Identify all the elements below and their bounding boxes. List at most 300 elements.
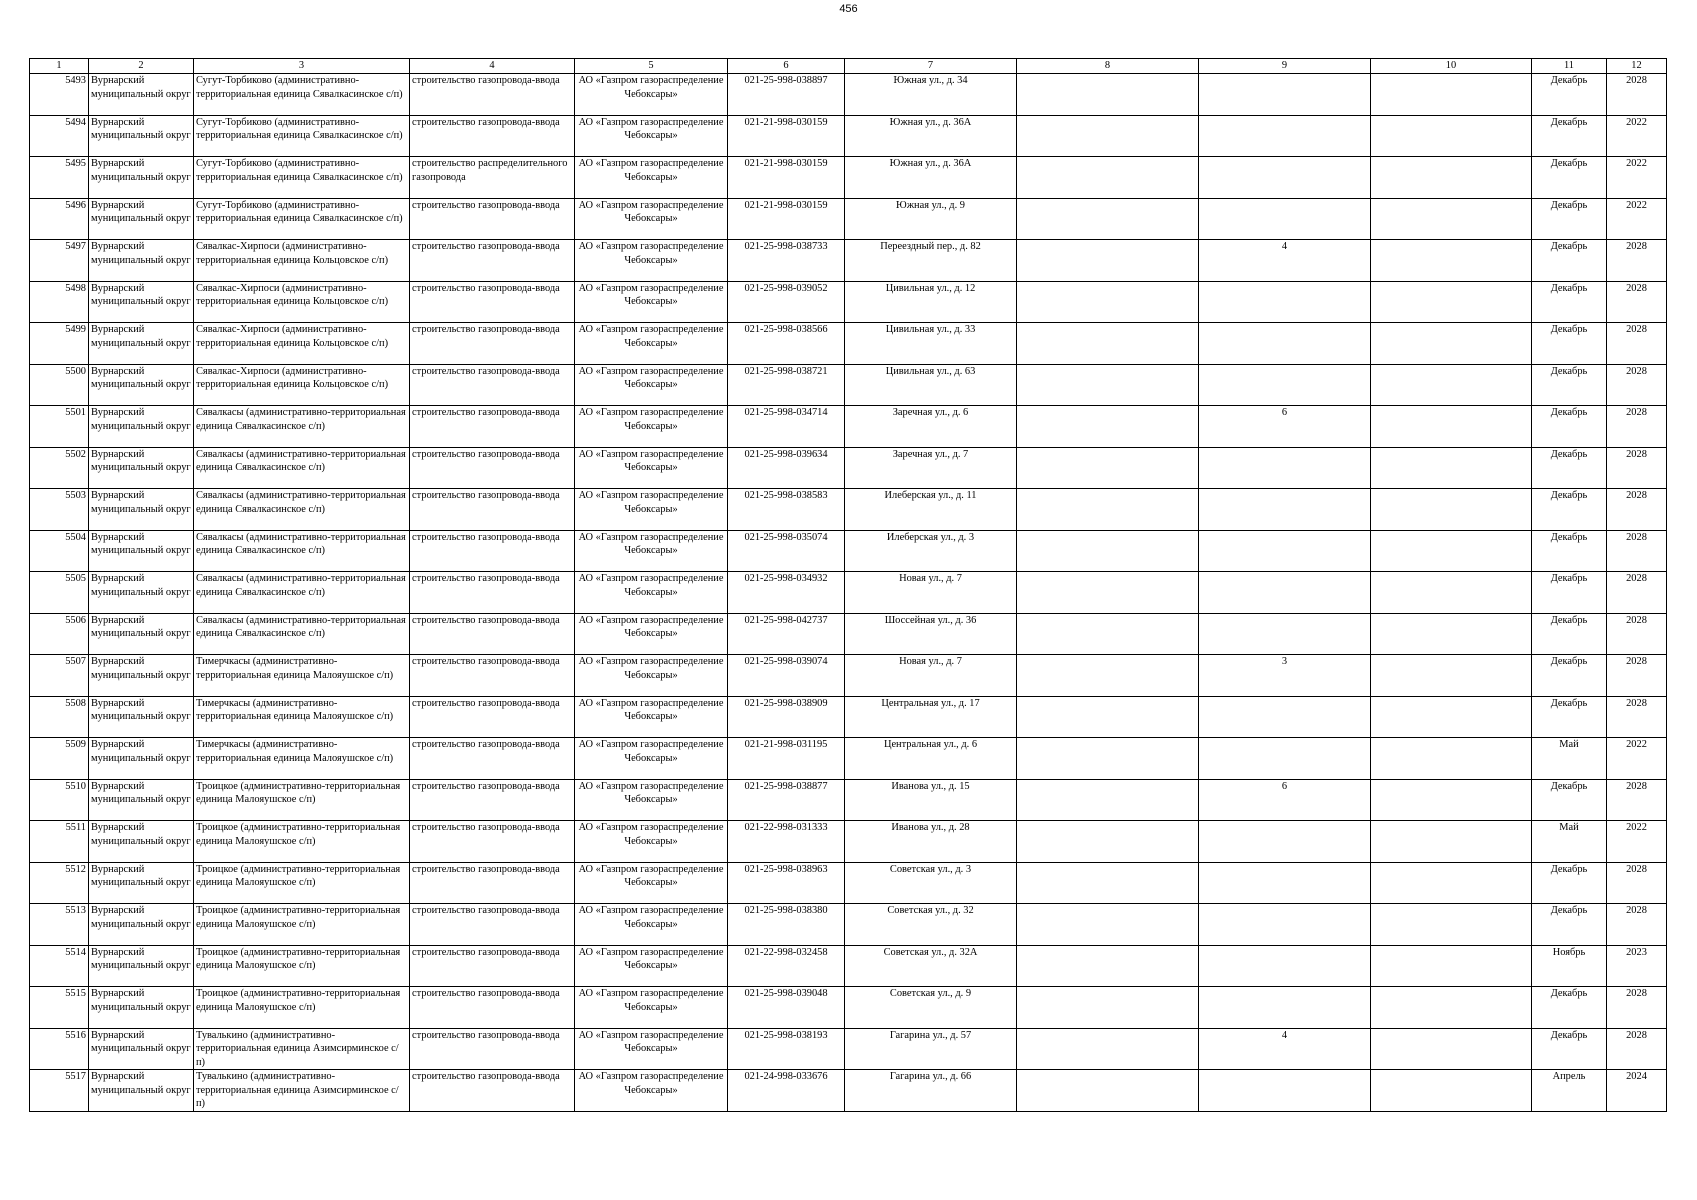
column-8-cell <box>1017 738 1199 780</box>
column-10-cell <box>1371 530 1532 572</box>
month-cell: Апрель <box>1532 1070 1607 1112</box>
year-cell: 2023 <box>1607 945 1667 987</box>
registry-code-cell: 021-21-998-030159 <box>728 115 845 157</box>
year-cell: 2028 <box>1607 530 1667 572</box>
column-10-cell <box>1371 738 1532 780</box>
row-number: 5508 <box>30 696 89 738</box>
district-cell: Вурнарский муниципальный округ <box>89 613 194 655</box>
locality-cell: Сугут-Торбиково (административно-территориальная единица Сявалкасинское с/п) <box>194 157 410 199</box>
column-9-cell <box>1199 904 1371 946</box>
row-number: 5516 <box>30 1028 89 1070</box>
row-number: 5509 <box>30 738 89 780</box>
organization-cell: АО «Газпром газораспределение Чебоксары» <box>575 904 728 946</box>
table-row <box>30 198 1667 240</box>
organization-cell: АО «Газпром газораспределение Чебоксары» <box>575 738 728 780</box>
table-row <box>30 323 1667 365</box>
column-8-cell <box>1017 1070 1199 1112</box>
row-number: 5501 <box>30 406 89 448</box>
column-9-cell <box>1199 696 1371 738</box>
locality-cell: Троицкое (административно-территориальная единица Малояушское с/п) <box>194 821 410 863</box>
column-8-cell <box>1017 696 1199 738</box>
year-cell: 2028 <box>1607 323 1667 365</box>
column-header: 3 <box>194 59 410 74</box>
organization-cell: АО «Газпром газораспределение Чебоксары» <box>575 1028 728 1070</box>
column-9-cell <box>1199 530 1371 572</box>
month-cell: Декабрь <box>1532 1028 1607 1070</box>
table-row <box>30 240 1667 282</box>
locality-cell: Сугут-Торбиково (административно-территориальная единица Сявалкасинское с/п) <box>194 198 410 240</box>
district-cell: Вурнарский муниципальный округ <box>89 489 194 531</box>
column-10-cell <box>1371 447 1532 489</box>
year-cell: 2028 <box>1607 406 1667 448</box>
column-10-cell <box>1371 613 1532 655</box>
address-cell: Шоссейная ул., д. 36 <box>845 613 1017 655</box>
month-cell: Декабрь <box>1532 862 1607 904</box>
district-cell: Вурнарский муниципальный округ <box>89 779 194 821</box>
address-cell: Гагарина ул., д. 57 <box>845 1028 1017 1070</box>
organization-cell: АО «Газпром газораспределение Чебоксары» <box>575 655 728 697</box>
year-cell: 2022 <box>1607 157 1667 199</box>
organization-cell: АО «Газпром газораспределение Чебоксары» <box>575 364 728 406</box>
month-cell: Декабрь <box>1532 655 1607 697</box>
locality-cell: Сявалкас-Хирпоси (административно-территориальная единица Кольцовское с/п) <box>194 240 410 282</box>
registry-code-cell: 021-22-998-031333 <box>728 821 845 863</box>
row-number: 5507 <box>30 655 89 697</box>
registry-code-cell: 021-25-998-038721 <box>728 364 845 406</box>
column-header: 6 <box>728 59 845 74</box>
column-9-cell <box>1199 613 1371 655</box>
year-cell: 2028 <box>1607 240 1667 282</box>
column-8-cell <box>1017 655 1199 697</box>
locality-cell: Тувалькино (административно-территориальная единица Азимсирминское с/п) <box>194 1028 410 1070</box>
work-type-cell: строительство газопровода-ввода <box>410 613 575 655</box>
column-10-cell <box>1371 157 1532 199</box>
column-8-cell <box>1017 987 1199 1029</box>
registry-code-cell: 021-25-998-038909 <box>728 696 845 738</box>
organization-cell: АО «Газпром газораспределение Чебоксары» <box>575 323 728 365</box>
row-number: 5510 <box>30 779 89 821</box>
year-cell: 2022 <box>1607 738 1667 780</box>
work-type-cell: строительство газопровода-ввода <box>410 115 575 157</box>
address-cell: Цивильная ул., д. 63 <box>845 364 1017 406</box>
address-cell: Илеберская ул., д. 3 <box>845 530 1017 572</box>
organization-cell: АО «Газпром газораспределение Чебоксары» <box>575 74 728 116</box>
district-cell: Вурнарский муниципальный округ <box>89 157 194 199</box>
month-cell: Декабрь <box>1532 240 1607 282</box>
column-8-cell <box>1017 406 1199 448</box>
table-row <box>30 530 1667 572</box>
column-header: 11 <box>1532 59 1607 74</box>
table-row <box>30 821 1667 863</box>
work-type-cell: строительство распределительного газопровода <box>410 157 575 199</box>
month-cell: Декабрь <box>1532 904 1607 946</box>
month-cell: Декабрь <box>1532 572 1607 614</box>
column-8-cell <box>1017 489 1199 531</box>
row-number: 5493 <box>30 74 89 116</box>
organization-cell: АО «Газпром газораспределение Чебоксары» <box>575 447 728 489</box>
district-cell: Вурнарский муниципальный округ <box>89 406 194 448</box>
locality-cell: Сявалкас-Хирпоси (административно-территориальная единица Кольцовское с/п) <box>194 281 410 323</box>
month-cell: Декабрь <box>1532 364 1607 406</box>
registry-code-cell: 021-25-998-038963 <box>728 862 845 904</box>
row-number: 5496 <box>30 198 89 240</box>
organization-cell: АО «Газпром газораспределение Чебоксары» <box>575 198 728 240</box>
table-row <box>30 364 1667 406</box>
row-number: 5494 <box>30 115 89 157</box>
month-cell: Декабрь <box>1532 530 1607 572</box>
work-type-cell: строительство газопровода-ввода <box>410 655 575 697</box>
month-cell: Декабрь <box>1532 198 1607 240</box>
locality-cell: Троицкое (административно-территориальная единица Малояушское с/п) <box>194 862 410 904</box>
year-cell: 2028 <box>1607 779 1667 821</box>
district-cell: Вурнарский муниципальный округ <box>89 696 194 738</box>
column-8-cell <box>1017 572 1199 614</box>
month-cell: Декабрь <box>1532 696 1607 738</box>
locality-cell: Сявалкас-Хирпоси (административно-территориальная единица Кольцовское с/п) <box>194 323 410 365</box>
locality-cell: Сявалкасы (административно-территориальная единица Сявалкасинское с/п) <box>194 613 410 655</box>
organization-cell: АО «Газпром газораспределение Чебоксары» <box>575 157 728 199</box>
district-cell: Вурнарский муниципальный округ <box>89 1028 194 1070</box>
column-8-cell <box>1017 115 1199 157</box>
registry-code-cell: 021-22-998-032458 <box>728 945 845 987</box>
column-8-cell <box>1017 821 1199 863</box>
work-type-cell: строительство газопровода-ввода <box>410 779 575 821</box>
address-cell: Заречная ул., д. 6 <box>845 406 1017 448</box>
organization-cell: АО «Газпром газораспределение Чебоксары» <box>575 821 728 863</box>
column-8-cell <box>1017 281 1199 323</box>
locality-cell: Троицкое (административно-территориальная единица Малояушское с/п) <box>194 904 410 946</box>
year-cell: 2028 <box>1607 655 1667 697</box>
year-cell: 2022 <box>1607 821 1667 863</box>
row-number: 5504 <box>30 530 89 572</box>
locality-cell: Троицкое (административно-территориальная единица Малояушское с/п) <box>194 779 410 821</box>
organization-cell: АО «Газпром газораспределение Чебоксары» <box>575 779 728 821</box>
locality-cell: Тувалькино (административно-территориальная единица Азимсирминское с/п) <box>194 1070 410 1112</box>
year-cell: 2028 <box>1607 572 1667 614</box>
registry-code-cell: 021-25-998-038877 <box>728 779 845 821</box>
registry-table <box>29 58 1667 1112</box>
address-cell: Южная ул., д. 34 <box>845 74 1017 116</box>
organization-cell: АО «Газпром газораспределение Чебоксары» <box>575 489 728 531</box>
column-8-cell <box>1017 904 1199 946</box>
locality-cell: Тимерчкасы (административно-территориальная единица Малояушское с/п) <box>194 738 410 780</box>
year-cell: 2028 <box>1607 613 1667 655</box>
address-cell: Иванова ул., д. 15 <box>845 779 1017 821</box>
work-type-cell: строительство газопровода-ввода <box>410 406 575 448</box>
work-type-cell: строительство газопровода-ввода <box>410 1070 575 1112</box>
table-row <box>30 74 1667 116</box>
table-row <box>30 613 1667 655</box>
work-type-cell: строительство газопровода-ввода <box>410 696 575 738</box>
column-10-cell <box>1371 364 1532 406</box>
column-8-cell <box>1017 364 1199 406</box>
work-type-cell: строительство газопровода-ввода <box>410 281 575 323</box>
column-10-cell <box>1371 572 1532 614</box>
district-cell: Вурнарский муниципальный округ <box>89 115 194 157</box>
locality-cell: Сявалкасы (административно-территориальная единица Сявалкасинское с/п) <box>194 447 410 489</box>
locality-cell: Сявалкас-Хирпоси (административно-территориальная единица Кольцовское с/п) <box>194 364 410 406</box>
column-header: 8 <box>1017 59 1199 74</box>
year-cell: 2028 <box>1607 489 1667 531</box>
year-cell: 2022 <box>1607 198 1667 240</box>
column-10-cell <box>1371 779 1532 821</box>
table-row <box>30 281 1667 323</box>
organization-cell: АО «Газпром газораспределение Чебоксары» <box>575 862 728 904</box>
table-row <box>30 738 1667 780</box>
month-cell: Май <box>1532 738 1607 780</box>
organization-cell: АО «Газпром газораспределение Чебоксары» <box>575 613 728 655</box>
locality-cell: Тимерчкасы (административно-территориальная единица Малояушское с/п) <box>194 696 410 738</box>
row-number: 5505 <box>30 572 89 614</box>
row-number: 5500 <box>30 364 89 406</box>
address-cell: Южная ул., д. 9 <box>845 198 1017 240</box>
address-cell: Советская ул., д. 32 <box>845 904 1017 946</box>
registry-code-cell: 021-25-998-038193 <box>728 1028 845 1070</box>
registry-code-cell: 021-25-998-038897 <box>728 74 845 116</box>
district-cell: Вурнарский муниципальный округ <box>89 904 194 946</box>
column-9-cell <box>1199 821 1371 863</box>
organization-cell: АО «Газпром газораспределение Чебоксары» <box>575 115 728 157</box>
column-8-cell <box>1017 862 1199 904</box>
column-header: 5 <box>575 59 728 74</box>
district-cell: Вурнарский муниципальный округ <box>89 240 194 282</box>
column-9-cell <box>1199 281 1371 323</box>
column-9-cell <box>1199 862 1371 904</box>
column-9-cell: 6 <box>1199 406 1371 448</box>
address-cell: Новая ул., д. 7 <box>845 572 1017 614</box>
column-8-cell <box>1017 447 1199 489</box>
locality-cell: Сугут-Торбиково (административно-территориальная единица Сявалкасинское с/п) <box>194 115 410 157</box>
address-cell: Советская ул., д. 9 <box>845 987 1017 1029</box>
address-cell: Цивильная ул., д. 12 <box>845 281 1017 323</box>
column-10-cell <box>1371 821 1532 863</box>
address-cell: Центральная ул., д. 6 <box>845 738 1017 780</box>
year-cell: 2024 <box>1607 1070 1667 1112</box>
district-cell: Вурнарский муниципальный округ <box>89 945 194 987</box>
month-cell: Декабрь <box>1532 281 1607 323</box>
column-9-cell: 3 <box>1199 655 1371 697</box>
work-type-cell: строительство газопровода-ввода <box>410 1028 575 1070</box>
table-row <box>30 489 1667 531</box>
work-type-cell: строительство газопровода-ввода <box>410 904 575 946</box>
address-cell: Гагарина ул., д. 66 <box>845 1070 1017 1112</box>
column-8-cell <box>1017 530 1199 572</box>
address-cell: Новая ул., д. 7 <box>845 655 1017 697</box>
column-9-cell <box>1199 115 1371 157</box>
work-type-cell: строительство газопровода-ввода <box>410 862 575 904</box>
registry-code-cell: 021-25-998-042737 <box>728 613 845 655</box>
row-number: 5514 <box>30 945 89 987</box>
work-type-cell: строительство газопровода-ввода <box>410 240 575 282</box>
column-9-cell <box>1199 738 1371 780</box>
address-cell: Южная ул., д. 36А <box>845 115 1017 157</box>
address-cell: Советская ул., д. 32А <box>845 945 1017 987</box>
column-header: 2 <box>89 59 194 74</box>
row-number: 5497 <box>30 240 89 282</box>
column-9-cell <box>1199 489 1371 531</box>
work-type-cell: строительство газопровода-ввода <box>410 74 575 116</box>
table-row <box>30 572 1667 614</box>
month-cell: Декабрь <box>1532 323 1607 365</box>
organization-cell: АО «Газпром газораспределение Чебоксары» <box>575 406 728 448</box>
row-number: 5515 <box>30 987 89 1029</box>
column-10-cell <box>1371 696 1532 738</box>
table-body <box>30 74 1667 1112</box>
locality-cell: Сявалкасы (административно-территориальная единица Сявалкасинское с/п) <box>194 489 410 531</box>
registry-code-cell: 021-25-998-034932 <box>728 572 845 614</box>
row-number: 5498 <box>30 281 89 323</box>
month-cell: Декабрь <box>1532 406 1607 448</box>
row-number: 5503 <box>30 489 89 531</box>
month-cell: Декабрь <box>1532 157 1607 199</box>
column-10-cell <box>1371 1070 1532 1112</box>
district-cell: Вурнарский муниципальный округ <box>89 821 194 863</box>
column-9-cell: 6 <box>1199 779 1371 821</box>
month-cell: Ноябрь <box>1532 945 1607 987</box>
registry-code-cell: 021-25-998-039634 <box>728 447 845 489</box>
table-row <box>30 655 1667 697</box>
column-9-cell <box>1199 198 1371 240</box>
district-cell: Вурнарский муниципальный округ <box>89 530 194 572</box>
year-cell: 2028 <box>1607 696 1667 738</box>
district-cell: Вурнарский муниципальный округ <box>89 738 194 780</box>
locality-cell: Сугут-Торбиково (административно-территориальная единица Сявалкасинское с/п) <box>194 74 410 116</box>
column-header: 10 <box>1371 59 1532 74</box>
month-cell: Май <box>1532 821 1607 863</box>
column-9-cell <box>1199 364 1371 406</box>
column-header: 12 <box>1607 59 1667 74</box>
month-cell: Декабрь <box>1532 613 1607 655</box>
column-10-cell <box>1371 115 1532 157</box>
address-cell: Цивильная ул., д. 33 <box>845 323 1017 365</box>
work-type-cell: строительство газопровода-ввода <box>410 987 575 1029</box>
column-9-cell <box>1199 945 1371 987</box>
column-10-cell <box>1371 281 1532 323</box>
year-cell: 2028 <box>1607 281 1667 323</box>
column-8-cell <box>1017 945 1199 987</box>
address-cell: Иванова ул., д. 28 <box>845 821 1017 863</box>
table-row <box>30 904 1667 946</box>
work-type-cell: строительство газопровода-ввода <box>410 489 575 531</box>
column-10-cell <box>1371 198 1532 240</box>
column-10-cell <box>1371 323 1532 365</box>
month-cell: Декабрь <box>1532 779 1607 821</box>
column-10-cell <box>1371 987 1532 1029</box>
year-cell: 2022 <box>1607 115 1667 157</box>
year-cell: 2028 <box>1607 862 1667 904</box>
work-type-cell: строительство газопровода-ввода <box>410 821 575 863</box>
column-9-cell <box>1199 1070 1371 1112</box>
column-8-cell <box>1017 779 1199 821</box>
row-number: 5502 <box>30 447 89 489</box>
table-row <box>30 1070 1667 1112</box>
district-cell: Вурнарский муниципальный округ <box>89 198 194 240</box>
table-row <box>30 157 1667 199</box>
registry-code-cell: 021-21-998-031195 <box>728 738 845 780</box>
column-10-cell <box>1371 1028 1532 1070</box>
work-type-cell: строительство газопровода-ввода <box>410 572 575 614</box>
row-number: 5517 <box>30 1070 89 1112</box>
work-type-cell: строительство газопровода-ввода <box>410 323 575 365</box>
organization-cell: АО «Газпром газораспределение Чебоксары» <box>575 240 728 282</box>
row-number: 5499 <box>30 323 89 365</box>
row-number: 5512 <box>30 862 89 904</box>
column-9-cell <box>1199 74 1371 116</box>
organization-cell: АО «Газпром газораспределение Чебоксары» <box>575 530 728 572</box>
work-type-cell: строительство газопровода-ввода <box>410 945 575 987</box>
district-cell: Вурнарский муниципальный округ <box>89 987 194 1029</box>
district-cell: Вурнарский муниципальный округ <box>89 862 194 904</box>
registry-code-cell: 021-25-998-039048 <box>728 987 845 1029</box>
month-cell: Декабрь <box>1532 447 1607 489</box>
table-row <box>30 779 1667 821</box>
organization-cell: АО «Газпром газораспределение Чебоксары» <box>575 696 728 738</box>
work-type-cell: строительство газопровода-ввода <box>410 198 575 240</box>
district-cell: Вурнарский муниципальный округ <box>89 572 194 614</box>
registry-code-cell: 021-25-998-035074 <box>728 530 845 572</box>
column-9-cell <box>1199 987 1371 1029</box>
organization-cell: АО «Газпром газораспределение Чебоксары» <box>575 987 728 1029</box>
column-8-cell <box>1017 1028 1199 1070</box>
work-type-cell: строительство газопровода-ввода <box>410 364 575 406</box>
district-cell: Вурнарский муниципальный округ <box>89 74 194 116</box>
registry-code-cell: 021-25-998-034714 <box>728 406 845 448</box>
address-cell: Илеберская ул., д. 11 <box>845 489 1017 531</box>
column-header: 1 <box>30 59 89 74</box>
registry-code-cell: 021-24-998-033676 <box>728 1070 845 1112</box>
year-cell: 2028 <box>1607 74 1667 116</box>
address-cell: Заречная ул., д. 7 <box>845 447 1017 489</box>
column-8-cell <box>1017 198 1199 240</box>
month-cell: Декабрь <box>1532 115 1607 157</box>
page-number: 456 <box>839 3 858 15</box>
table-row <box>30 406 1667 448</box>
column-9-cell <box>1199 447 1371 489</box>
district-cell: Вурнарский муниципальный округ <box>89 655 194 697</box>
locality-cell: Сявалкасы (административно-территориальная единица Сявалкасинское с/п) <box>194 530 410 572</box>
registry-code-cell: 021-21-998-030159 <box>728 198 845 240</box>
locality-cell: Сявалкасы (административно-территориальная единица Сявалкасинское с/п) <box>194 406 410 448</box>
organization-cell: АО «Газпром газораспределение Чебоксары» <box>575 572 728 614</box>
column-10-cell <box>1371 655 1532 697</box>
column-8-cell <box>1017 613 1199 655</box>
column-9-cell <box>1199 323 1371 365</box>
table-row <box>30 1028 1667 1070</box>
table-row <box>30 987 1667 1029</box>
registry-code-cell: 021-25-998-038733 <box>728 240 845 282</box>
registry-code-cell: 021-25-998-038380 <box>728 904 845 946</box>
year-cell: 2028 <box>1607 987 1667 1029</box>
table-row <box>30 945 1667 987</box>
district-cell: Вурнарский муниципальный округ <box>89 1070 194 1112</box>
district-cell: Вурнарский муниципальный округ <box>89 281 194 323</box>
column-10-cell <box>1371 74 1532 116</box>
column-10-cell <box>1371 406 1532 448</box>
work-type-cell: строительство газопровода-ввода <box>410 738 575 780</box>
month-cell: Декабрь <box>1532 489 1607 531</box>
locality-cell: Троицкое (административно-территориальная единица Малояушское с/п) <box>194 945 410 987</box>
organization-cell: АО «Газпром газораспределение Чебоксары» <box>575 945 728 987</box>
column-number-row <box>30 59 1667 74</box>
column-10-cell <box>1371 862 1532 904</box>
address-cell: Южная ул., д. 36А <box>845 157 1017 199</box>
address-cell: Советская ул., д. 3 <box>845 862 1017 904</box>
district-cell: Вурнарский муниципальный округ <box>89 364 194 406</box>
column-10-cell <box>1371 945 1532 987</box>
locality-cell: Сявалкасы (административно-территориальная единица Сявалкасинское с/п) <box>194 572 410 614</box>
registry-code-cell: 021-25-998-039074 <box>728 655 845 697</box>
column-header: 4 <box>410 59 575 74</box>
